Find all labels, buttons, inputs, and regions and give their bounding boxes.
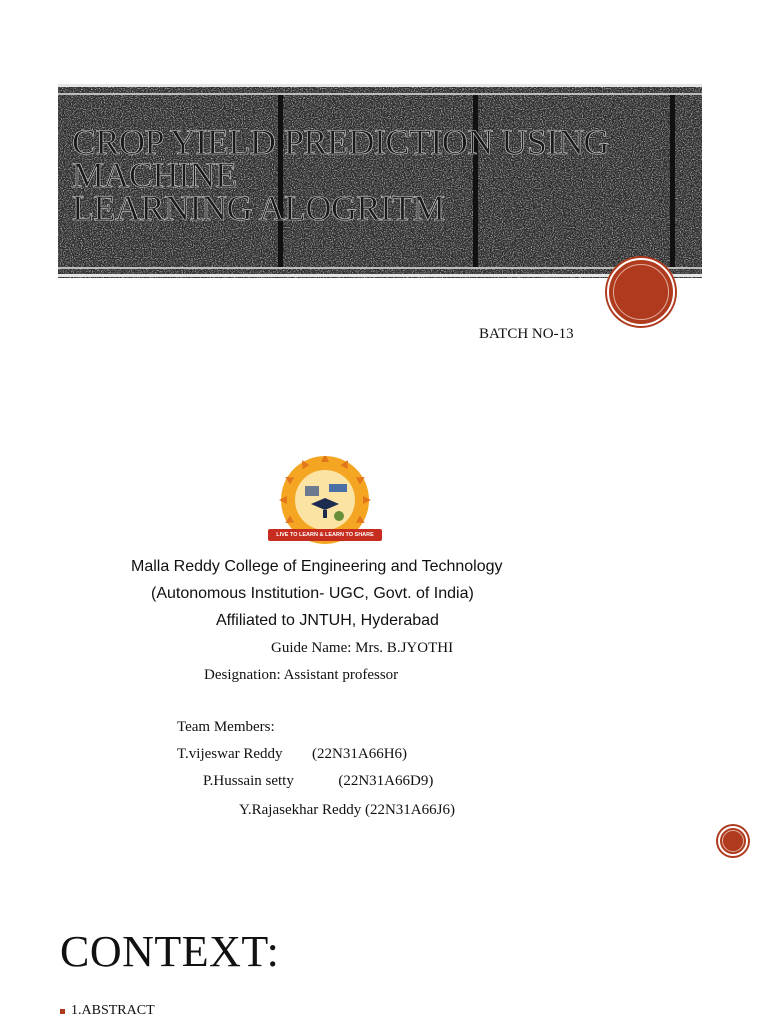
title-banner: [58, 84, 702, 278]
batch-number: BATCH NO-13: [479, 326, 574, 342]
member-roll: (22N31A66J6): [364, 802, 455, 818]
designation: Designation: Assistant professor: [204, 667, 399, 683]
slide-title: CROP YIELD PREDICTION USING MACHINE LEARNING ALOGRITM: [72, 122, 609, 228]
guide-name: Guide Name: Mrs. B.JYOTHI: [271, 640, 454, 656]
list-item-label: 1.ABSTRACT: [71, 1003, 155, 1018]
member-name: P.Hussain setty: [203, 773, 294, 789]
member-name: T.vijeswar Reddy: [177, 746, 283, 762]
team-member: [203, 773, 433, 790]
accent-circle-small: [718, 826, 748, 856]
logo-motto-ribbon: [268, 529, 382, 541]
member-roll: (22N31A66H6): [312, 746, 408, 762]
accent-circle-large: [607, 258, 675, 326]
member-roll: (22N31A66D9): [338, 773, 434, 789]
college-name: Malla Reddy College of Engineering and Technology: [131, 558, 503, 575]
team-member: [177, 746, 407, 763]
college-affiliation: Affiliated to JNTUH, Hyderabad: [216, 612, 439, 629]
list-item: [60, 1003, 155, 1019]
team-member: [239, 802, 455, 819]
bullet-icon: [60, 1009, 65, 1014]
team-heading: Team Members:: [177, 719, 275, 735]
college-status: (Autonomous Institution- UGC, Govt. of India): [151, 585, 474, 602]
logo-motto: LIVE TO LEARN & LEARN TO SHARE: [276, 532, 374, 538]
member-name: Y.Rajasekhar Reddy: [239, 802, 362, 818]
context-heading: CONTEXT:: [60, 927, 280, 976]
